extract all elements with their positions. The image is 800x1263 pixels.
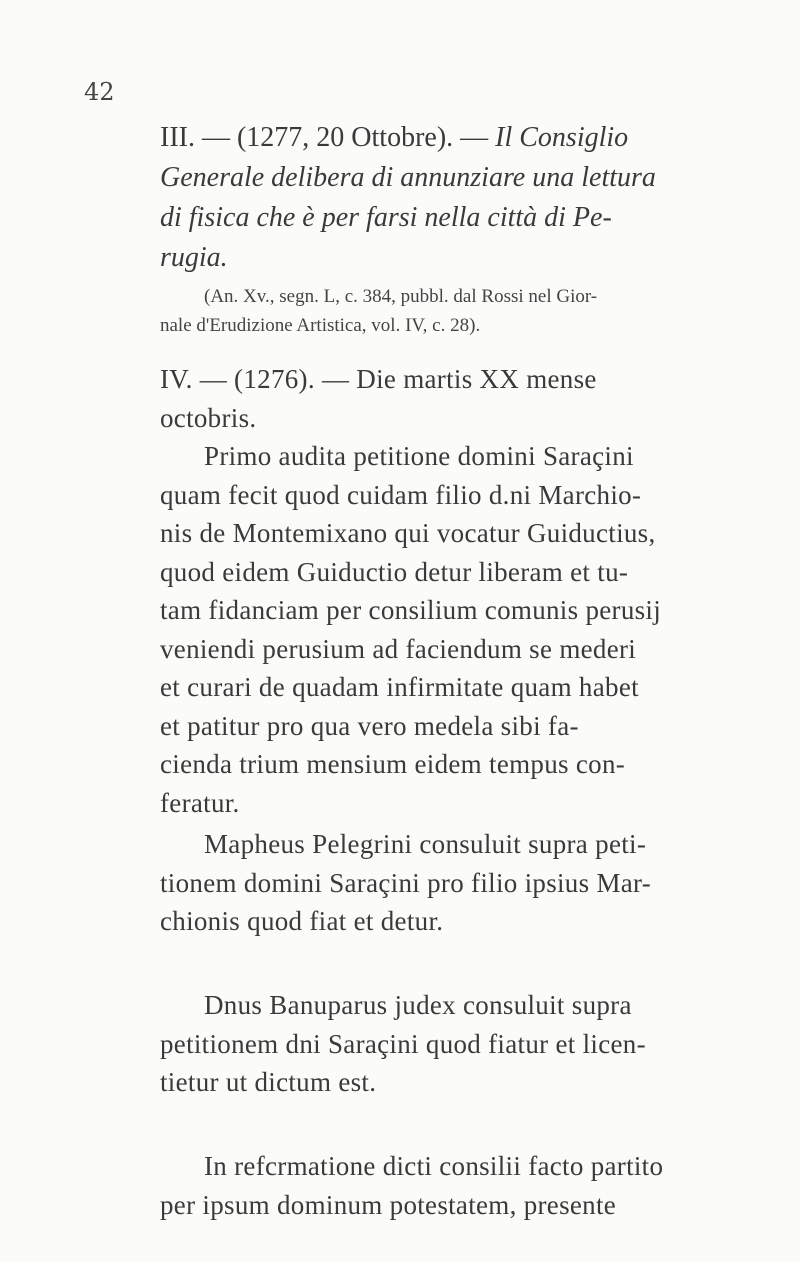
section-iii-heading bbox=[160, 118, 720, 278]
heading-line: Generale delibera di annunziare una lettura bbox=[160, 162, 656, 193]
paragraph-4: In refcrmatione dicti consilii facto partito per ipsum dominum potestatem, presente bbox=[160, 1151, 664, 1220]
page-number: 42 bbox=[84, 78, 115, 106]
section-iv-heading: IV. — (1276). — Die martis XX mense octobris. bbox=[160, 364, 597, 433]
paragraph-2: Mapheus Pelegrini consuluit supra peti- tionem domini Saraçini pro filio ipsius Mar- chionis quod fiat et detur. bbox=[160, 829, 652, 936]
heading-line: rugia. bbox=[160, 242, 228, 273]
heading-line: III. — (1277, 20 Ottobre). — Il Consiglio bbox=[160, 122, 629, 153]
heading-line: di fisica che è per farsi nella città di Pe- bbox=[160, 202, 612, 233]
paragraph-1: Primo audita petitione domini Saraçini quam fecit quod cuidam filio d.ni Marchio- nis de Montemixano qui vocatur Guiductius, quod eidem Guiductio detur liberam et tu- tam fidanciam per consilium comunis perusij veniendi perusium ad faciendum se mederi et curari de quadam infirmitate quam habet et patitur pro qua vero medela sibi fa- cienda trium mensium eidem tempus con- feratur. bbox=[160, 441, 662, 818]
citation: (An. Xv., segn. L, c. 384, pubbl. dal Rossi nel Gior- nale d'Erudizione Artistica, vol. IV, c. 28). bbox=[160, 286, 598, 336]
paragraph-3: Dnus Banuparus judex consuluit supra petitionem dni Saraçini quod fiatur et licen- tietur ut dictum est. bbox=[160, 990, 646, 1097]
